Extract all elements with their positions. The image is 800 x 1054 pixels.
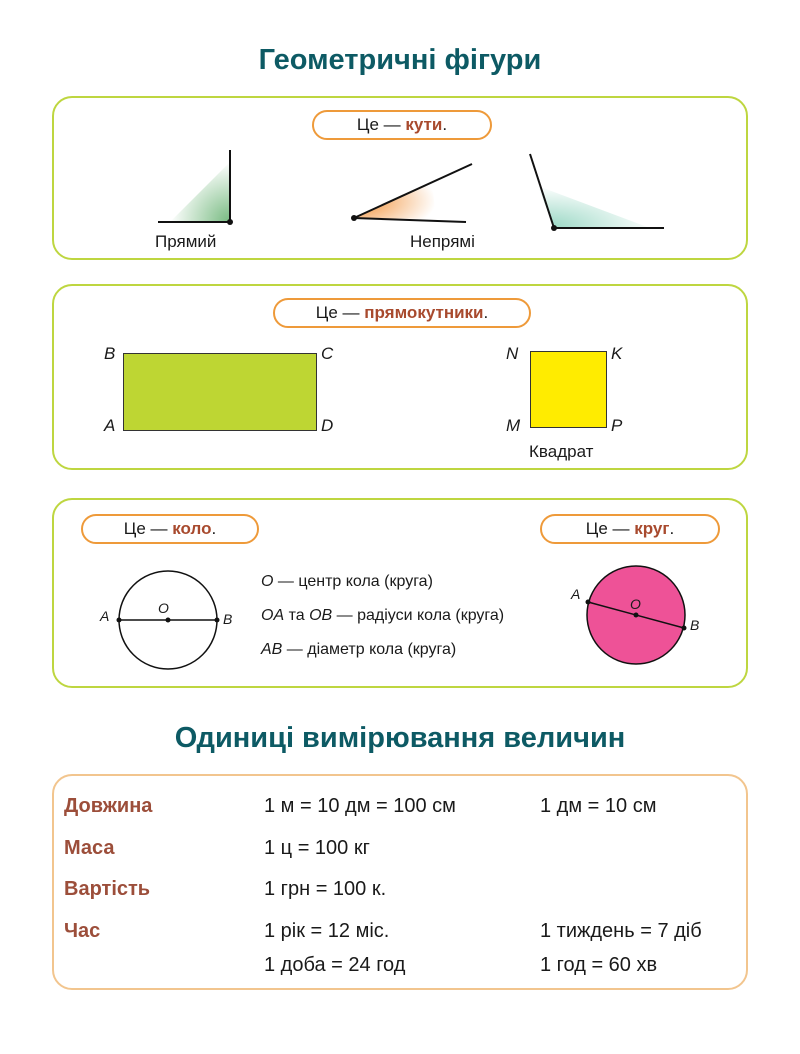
pill-highlight: коло xyxy=(172,519,212,538)
legend-diameter: AB — діаметр кола (круга) xyxy=(261,641,457,658)
square-label: Квадрат xyxy=(529,442,594,461)
unit-length-name: Довжина xyxy=(64,795,153,817)
rect-vertex-d: D xyxy=(321,416,334,435)
rect-vertex-b: B xyxy=(104,344,116,363)
circles-panel xyxy=(52,498,748,688)
pill-highlight: прямокутники xyxy=(364,303,484,322)
square-shape xyxy=(530,351,607,428)
pill-prefix: Це — xyxy=(315,303,365,322)
square-vertex-p: P xyxy=(611,416,623,435)
geometry-title: Геометричні фігури xyxy=(258,44,542,76)
rectangle-shape xyxy=(123,353,317,431)
circle-figures xyxy=(54,500,750,690)
circle-point-b: B xyxy=(223,611,233,627)
pill-suffix: . xyxy=(442,115,448,134)
circle-outline xyxy=(117,571,220,669)
pill-highlight: кути xyxy=(405,115,443,134)
angles-panel xyxy=(52,96,748,260)
legend-center: O — центр кола (круга) xyxy=(261,573,433,590)
square-vertex-n: N xyxy=(506,344,519,363)
rectangles-pill xyxy=(273,298,531,328)
rect-vertex-c: C xyxy=(321,344,334,363)
square-vertex-k: K xyxy=(611,344,623,363)
unit-time-v1: 1 рік = 12 міс. xyxy=(264,920,390,942)
unit-time-name: Час xyxy=(64,920,101,942)
disk-filled xyxy=(586,566,687,664)
nonright-angle-label: Непрямі xyxy=(410,232,475,251)
circle-point-o: O xyxy=(158,600,169,616)
pill-prefix: Це — xyxy=(356,115,406,134)
unit-cost-name: Вартість xyxy=(64,878,151,900)
unit-time-v4: 1 год = 60 хв xyxy=(540,954,658,976)
rect-vertex-a: A xyxy=(104,416,116,435)
right-angle xyxy=(158,150,233,225)
disk-point-a: A xyxy=(571,586,581,602)
unit-length-v1: 1 м = 10 дм = 100 см xyxy=(264,795,456,817)
unit-time-v3: 1 доба = 24 год xyxy=(264,954,406,976)
pill-prefix: Це — xyxy=(585,519,635,538)
circle-point-a: A xyxy=(100,608,110,624)
disk-point-o: O xyxy=(630,596,641,612)
units-panel xyxy=(52,774,748,990)
square-vertex-m: M xyxy=(506,416,521,435)
unit-mass-name: Маса xyxy=(64,837,115,859)
pill-suffix: . xyxy=(483,303,489,322)
right-angle-label: Прямий xyxy=(155,232,217,251)
pill-suffix: . xyxy=(211,519,217,538)
unit-time-v2: 1 тиждень = 7 діб xyxy=(540,920,702,942)
pill-suffix: . xyxy=(669,519,675,538)
acute-angle xyxy=(351,164,472,222)
disk-point-b: B xyxy=(690,617,700,633)
legend-radius: OA та OB — радіуси кола (круга) xyxy=(261,607,505,624)
unit-cost-v1: 1 грн = 100 к. xyxy=(264,878,387,900)
pill-prefix: Це — xyxy=(123,519,173,538)
unit-length-v2: 1 дм = 10 см xyxy=(540,795,657,817)
obtuse-angle xyxy=(530,154,664,231)
unit-mass-v1: 1 ц = 100 кг xyxy=(264,837,370,859)
rectangles-panel xyxy=(52,284,748,470)
units-title: Одиниці вимірювання величин xyxy=(174,722,626,754)
pill-highlight: круг xyxy=(634,519,670,538)
